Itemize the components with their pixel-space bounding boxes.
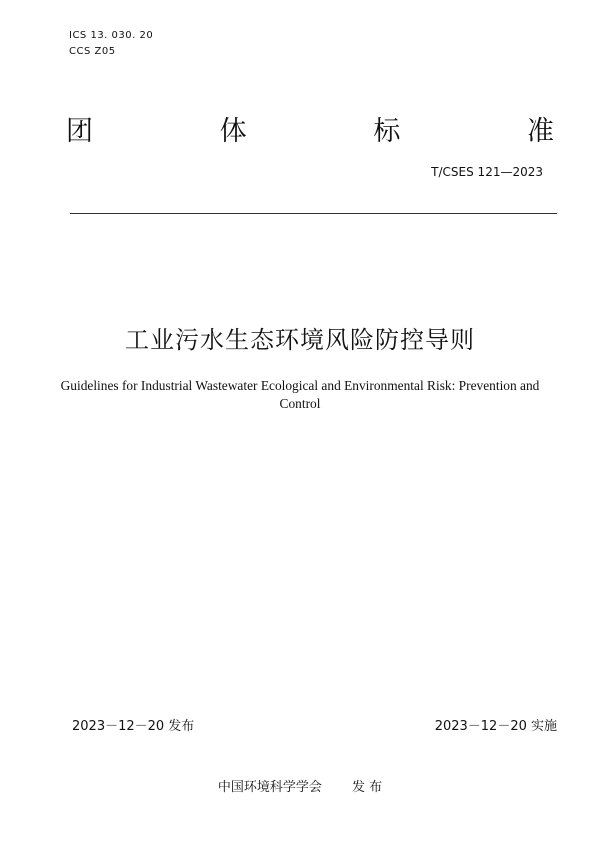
standard-type-heading <box>66 114 554 150</box>
standard-number: T/CSES 121—2023 <box>431 165 543 179</box>
heading-char: 团 <box>66 116 93 147</box>
implementation-date: 2023－12－20 实施 <box>434 719 557 734</box>
publisher-name: 中国环境科学学会 <box>217 780 322 795</box>
publisher-line <box>0 776 600 795</box>
heading-char: 标 <box>373 116 401 147</box>
publish-action: 发 布 <box>351 780 383 795</box>
header-divider <box>70 213 557 214</box>
title-chinese: 工业污水生态环境风险防控导则 <box>125 326 475 354</box>
title-english: Guidelines for Industrial Wastewater Ecological and Environmental Risk: Prevention and Control <box>60 378 540 411</box>
heading-char: 准 <box>526 116 554 147</box>
ics-code: ICS 13. 030. 20 <box>69 30 154 41</box>
ccs-code: CCS Z05 <box>69 46 116 57</box>
heading-char: 体 <box>219 116 247 147</box>
publish-date: 2023－12－20 发布 <box>72 719 195 734</box>
